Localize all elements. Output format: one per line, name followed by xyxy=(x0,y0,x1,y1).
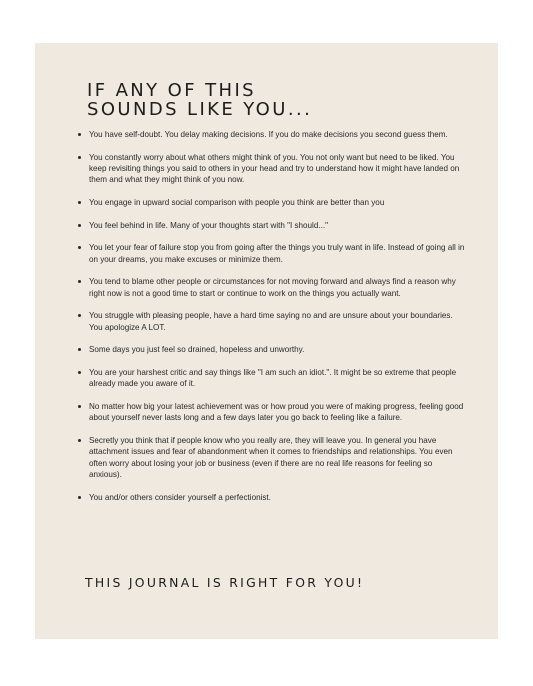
list-item: You constantly worry about what others might think of you. You not only want but need to be liked. You keep revisiting things you said to others in your head and try to understand how it might have landed on them and what they might think of you now. xyxy=(77,152,467,186)
list-item: Some days you just feel so drained, hopeless and unworthy. xyxy=(77,344,467,355)
list-item: You let your fear of failure stop you from going after the things you truly want in life. Instead of going all in on your dreams, you make excuses or minimize them. xyxy=(77,242,467,265)
list-item: No matter how big your latest achievement was or how proud you were of making progress, feeling good about yourself never lasts long and a few days later you go back to feeling like a failure. xyxy=(77,401,467,424)
list-item: You have self-doubt. You delay making decisions. If you do make decisions you second guess them. xyxy=(77,129,467,140)
list-item: You and/or others consider yourself a perfectionist. xyxy=(77,492,467,503)
symptom-list xyxy=(77,129,467,514)
title-line-2: SOUNDS LIKE YOU... xyxy=(87,99,313,120)
list-item: You tend to blame other people or circumstances for not moving forward and always find a reason why right now is not a good time to start or continue to work on the things you actually want. xyxy=(77,276,467,299)
list-item: You engage in upward social comparison with people you think are better than you xyxy=(77,197,467,208)
list-item: You struggle with pleasing people, have a hard time saying no and are unsure about your boundaries. You apologize A LOT. xyxy=(77,310,467,333)
list-item: You feel behind in life. Many of your thoughts start with "I should..." xyxy=(77,220,467,231)
content-card xyxy=(35,43,498,639)
page-title xyxy=(87,81,312,119)
closing-statement: THIS JOURNAL IS RIGHT FOR YOU! xyxy=(85,575,365,590)
list-item: You are your harshest critic and say things like "I am such an idiot.". It might be so extreme that people already made you aware of it. xyxy=(77,367,467,390)
title-line-1: IF ANY OF THIS xyxy=(87,80,256,101)
list-item: Secretly you think that if people know who you really are, they will leave you. In general you have attachment issues and fear of abandonment when it comes to friendships and relationships. You even often worry about losing your job or business (even if there are no real life reasons for feeling so anxious). xyxy=(77,435,467,481)
